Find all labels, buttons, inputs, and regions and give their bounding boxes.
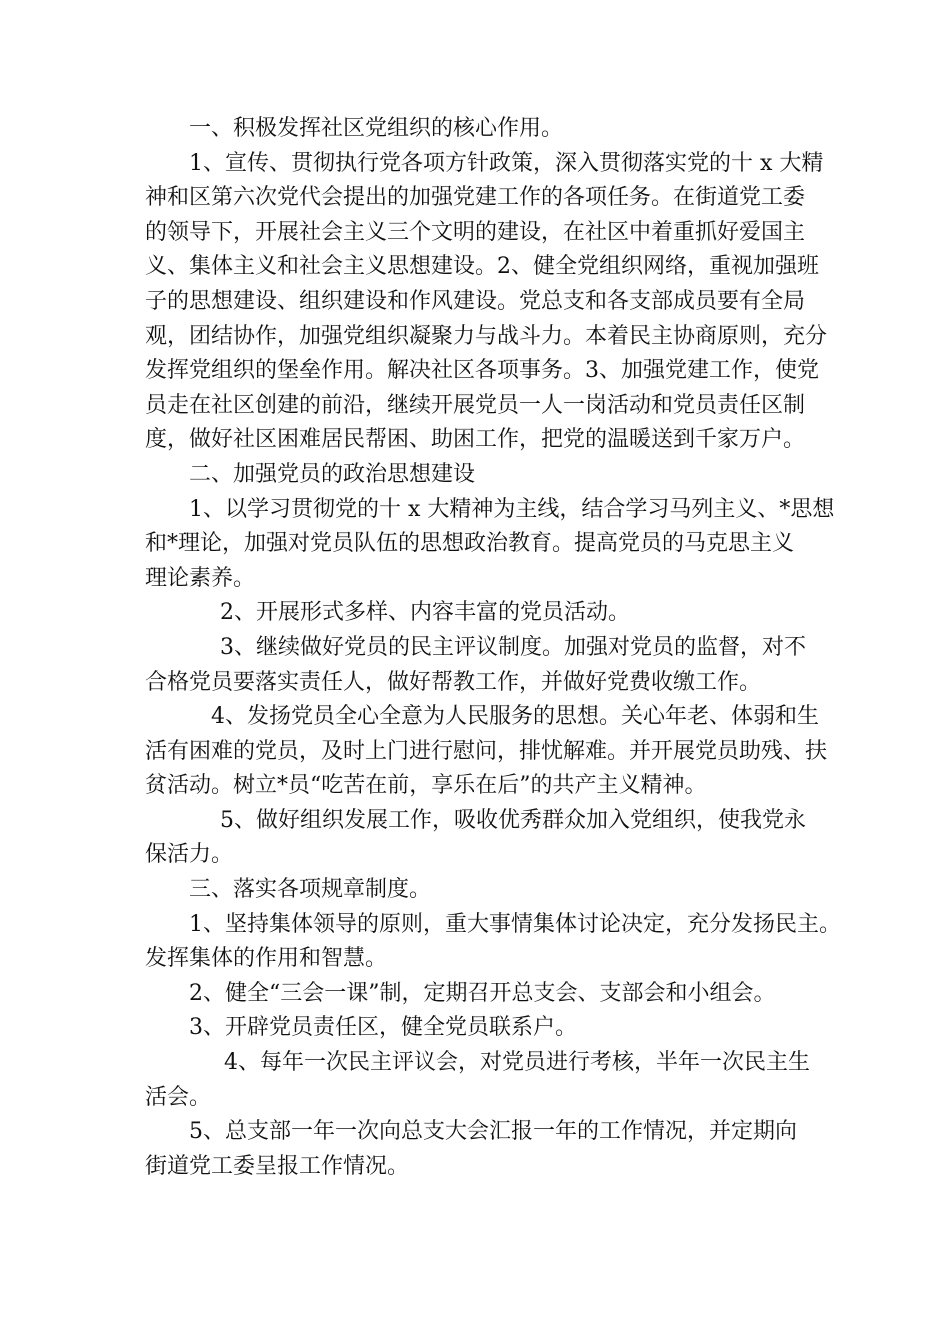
paragraph-line: 3、继续做好党员的民主评议制度。加强对党员的监督，对不 <box>220 634 806 660</box>
paragraph-line: 理论素养。 <box>145 565 256 591</box>
paragraph-line: 合格党员要落实责任人，做好帮教工作，并做好党费收缴工作。 <box>145 669 762 695</box>
paragraph-line: 5、总支部一年一次向总支大会汇报一年的工作情况，并定期向 <box>189 1119 797 1145</box>
paragraph-line: 1、宣传、贯彻执行党各项方针政策，深入贯彻落实党的十 x 大精 <box>189 150 824 176</box>
paragraph-line: 1、以学习贯彻党的十 x 大精神为主线，结合学习马列主义、*思想 <box>189 496 835 522</box>
paragraph-line: 的领导下，开展社会主义三个文明的建设，在社区中着重抓好爱国主 <box>145 219 806 245</box>
paragraph-line: 4、每年一次民主评议会，对党员进行考核，半年一次民主生 <box>224 1050 810 1076</box>
paragraph-line: 发挥集体的作用和智慧。 <box>145 946 388 972</box>
paragraph-line: 街道党工委呈报工作情况。 <box>145 1153 410 1179</box>
paragraph-line: 4、发扬党员全心全意为人民服务的思想。关心年老、体弱和生 <box>211 704 819 730</box>
paragraph-line: 贫活动。树立*员“吃苦在前，享乐在后”的共产主义精神。 <box>145 773 707 799</box>
section-heading-3: 三、落实各项规章制度。 <box>189 877 432 903</box>
paragraph-line: 子的思想建设、组织建设和作风建设。党总支和各支部成员要有全局 <box>145 288 806 314</box>
paragraph-line: 活会。 <box>145 1084 212 1110</box>
paragraph-line: 义、集体主义和社会主义思想建设。2、健全党组织网络，重视加强班 <box>145 254 819 280</box>
paragraph-line: 和*理论，加强对党员队伍的思想政治教育。提高党员的马克思主义 <box>145 531 795 557</box>
paragraph-line: 神和区第六次党代会提出的加强党建工作的各项任务。在街道党工委 <box>145 185 806 211</box>
paragraph-line: 度，做好社区困难居民帮困、助困工作，把党的温暖送到千家万户。 <box>145 427 806 453</box>
paragraph-line: 3、开辟党员责任区，健全党员联系户。 <box>189 1015 577 1041</box>
section-heading-1: 一、积极发挥社区党组织的核心作用。 <box>189 116 564 141</box>
paragraph-line: 5、做好组织发展工作，吸收优秀群众加入党组织，使我党永 <box>220 807 806 833</box>
paragraph-line: 员走在社区创建的前沿，继续开展党员一人一岗活动和党员责任区制 <box>145 392 806 418</box>
paragraph-line: 2、开展形式多样、内容丰富的党员活动。 <box>220 600 630 626</box>
document-body <box>145 112 841 1184</box>
paragraph-line: 观，团结协作，加强党组织凝聚力与战斗力。本着民主协商原则，充分 <box>145 323 828 349</box>
paragraph-line: 活有困难的党员，及时上门进行慰问，排忧解难。并开展党员助残、扶 <box>145 738 828 764</box>
paragraph-line: 2、健全“三会一课”制，定期召开总支会、支部会和小组会。 <box>189 980 776 1006</box>
section-heading-2: 二、加强党员的政治思想建设 <box>189 461 476 487</box>
paragraph-line: 保活力。 <box>145 842 234 868</box>
paragraph-line: 1、坚持集体领导的原则，重大事情集体讨论决定，充分发扬民主。 <box>189 911 841 937</box>
paragraph-line: 发挥党组织的堡垒作用。解决社区各项事务。3、加强党建工作，使党 <box>145 358 819 384</box>
